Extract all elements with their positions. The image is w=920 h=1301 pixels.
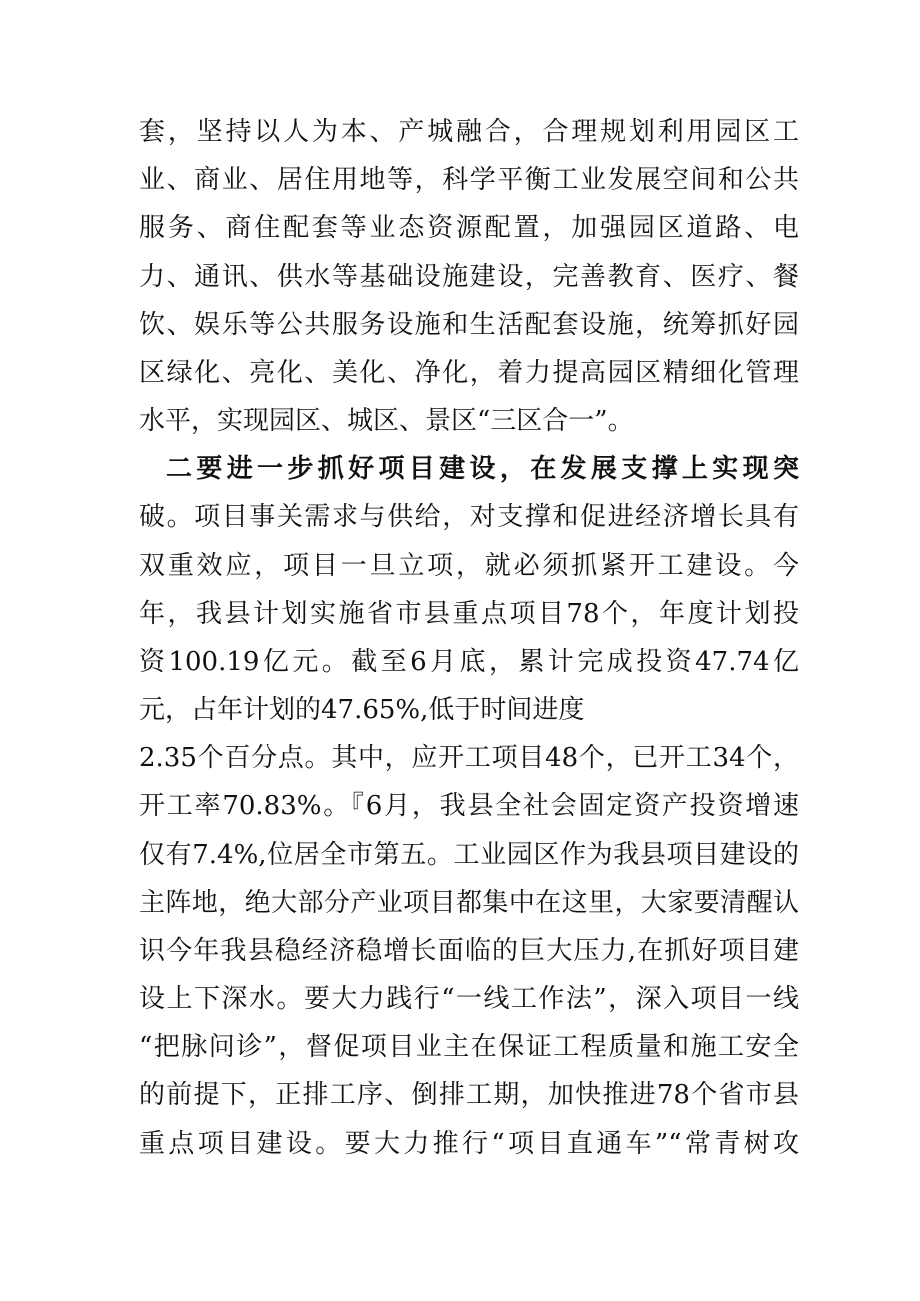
text-line: 主阵地，绝大部分产业项目都集中在这里，大家要清醒认	[139, 888, 799, 918]
text-line: 破。项目事关需求与供给，对支撑和促进经济增长具有	[139, 502, 799, 532]
text-line: “把脉问诊”，督促项目业主在保证工程质量和施工安全	[139, 1032, 799, 1062]
text-line: 水平，实现园区、城区、景区“三区合一”。	[139, 406, 634, 436]
text-line: 识今年我县稳经济稳增长面临的巨大压力,在抓好项目建	[139, 936, 799, 966]
text-line: 仅有7.4%,位居全市第五。工业园区作为我县项目建设的	[139, 840, 799, 870]
text-line: 年，我县计划实施省市县重点项目78个，年度计划投	[139, 599, 799, 629]
text-line: 力、通讯、供水等基础设施建设，完善教育、医疗、餐	[139, 262, 799, 292]
text-line: 的前提下，正排工序、倒排工期，加快推进78个省市县	[139, 1080, 799, 1110]
text-line: 重点项目建设。要大力推行“项目直通车”“常青树攻	[139, 1129, 799, 1159]
text-line: 区绿化、亮化、美化、净化，着力提高园区精细化管理	[139, 358, 799, 388]
text-line: 2.35个百分点。其中，应开工项目48个，已开工34个，	[139, 743, 799, 773]
text-line: 套，坚持以人为本、产城融合，合理规划利用园区工	[139, 117, 799, 147]
text-line: 服务、商住配套等业态资源配置，加强园区道路、电	[139, 213, 799, 243]
section-heading: 二要进一步抓好项目建设，在发展支撑上实现突	[166, 454, 799, 484]
text-line: 资100.19亿元。截至6月底，累计完成投资47.74亿	[139, 647, 799, 677]
text-line: 双重效应，项目一旦立项，就必须抓紧开工建设。今	[139, 551, 799, 581]
text-line: 开工率70.83%。『6月，我县全社会固定资产投资增速	[139, 791, 799, 821]
text-line: 元，占年计划的47.65%,低于时间进度	[139, 695, 585, 725]
text-line: 业、商业、居住用地等，科学平衡工业发展空间和公共	[139, 165, 799, 195]
text-line: 饮、娱乐等公共服务设施和生活配套设施，统筹抓好园	[139, 310, 799, 340]
text-line: 设上下深水。要大力践行“一线工作法”，深入项目一线	[139, 984, 799, 1014]
